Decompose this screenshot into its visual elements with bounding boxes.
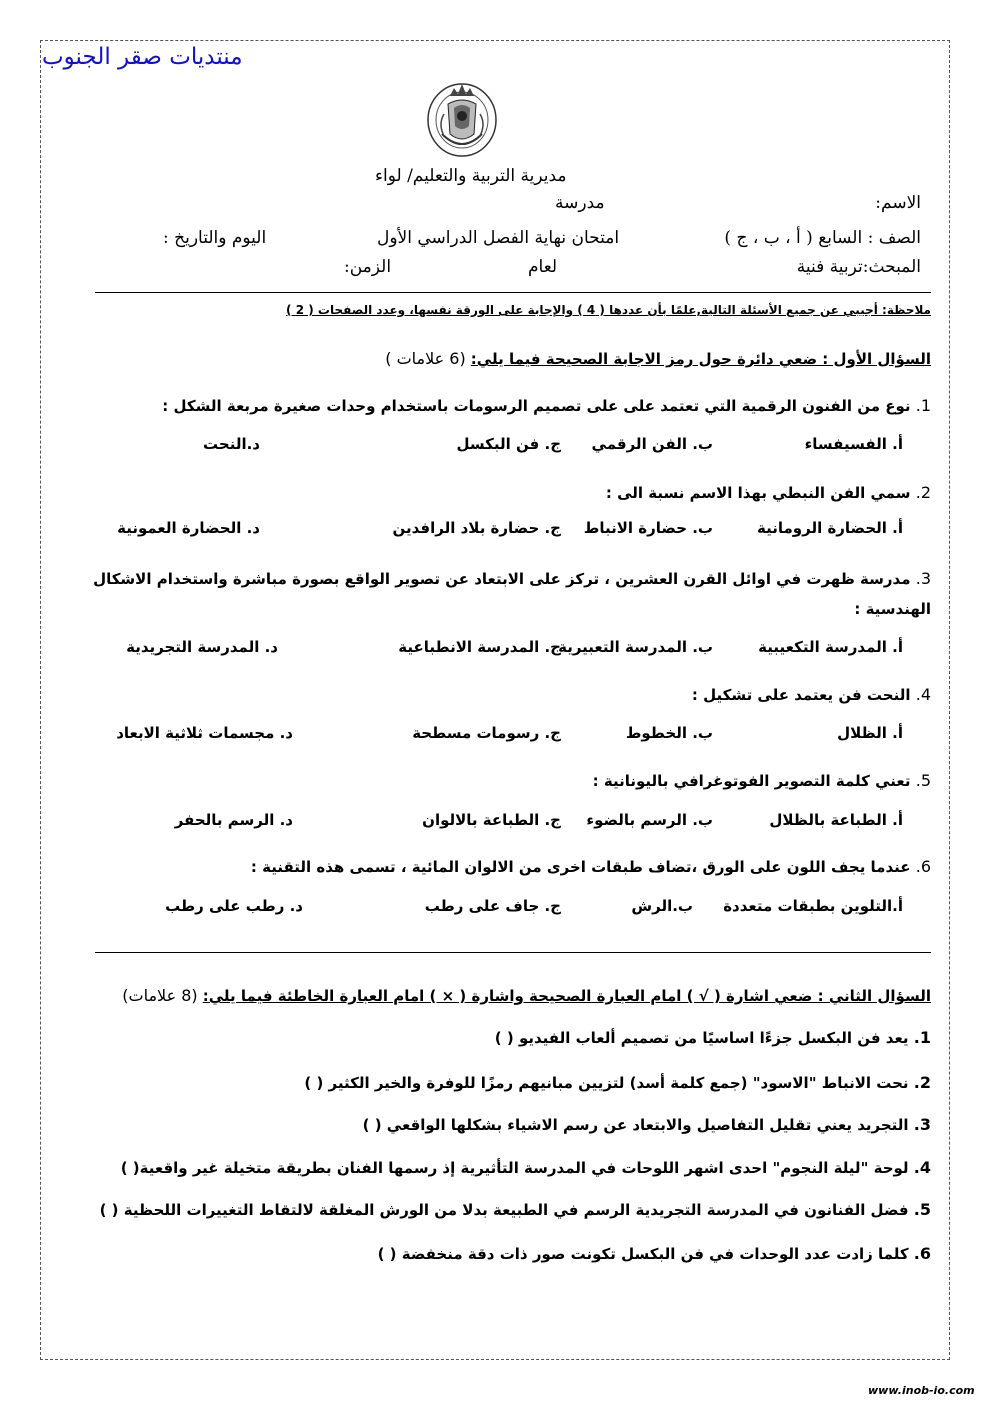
note-text: أجيبي عن جميع الأسئلة التالية,علمًا بأن عددها — [604, 303, 883, 317]
directorate-label: مديرية التربية والتعليم/ لواء — [375, 166, 567, 186]
exam-title: امتحان نهاية الفصل الدراسي الأول — [377, 228, 620, 248]
day-date-label: اليوم والتاريخ : — [163, 228, 267, 248]
note-pages: ( 2 ) — [286, 303, 314, 317]
option[interactable]: د. رطب على رطب — [165, 897, 303, 915]
section-divider — [95, 952, 931, 953]
option[interactable]: ج. حضارة بلاد الرافدين — [392, 519, 561, 537]
true-false-item[interactable]: 1. يعد فن البكسل جزءًا اساسيًا من تصميم ألعاب الفيديو ( ) — [494, 1028, 931, 1047]
option[interactable]: ج. المدرسة الانطباعية — [398, 638, 561, 656]
true-false-item[interactable]: 2. نحت الانباط "الاسود" (جمع كلمة أسد) لتزيين مبانيهم رمزًا للوفرة والخير الكثير ( ) — [304, 1073, 931, 1092]
true-false-item[interactable]: 5. فضل الفنانون في المدرسة التجريدية الرسم في الطبيعة بدلا من الورش المغلقة لالتقاط التغييرات اللحظية ( ) — [99, 1200, 931, 1219]
true-false-item[interactable]: 4. لوحة "ليلة النجوم" احدى اشهر اللوحات في المدرسة التأثيرية إذ رسمها الفنان بطريقة متخيلة غير واقعية( ) — [120, 1158, 931, 1177]
note-count: ( 4 ) — [577, 303, 605, 317]
option[interactable]: ب.الرش — [631, 897, 693, 915]
option[interactable]: أ. الفسيفساء — [804, 435, 903, 453]
option[interactable]: أ. المدرسة التكعيبية — [758, 638, 903, 656]
instructions-note — [286, 303, 931, 317]
option[interactable]: د. الحضارة العمونية — [117, 519, 260, 537]
question: 2. سمي الفن النبطي بهذا الاسم نسبة الى : — [605, 483, 931, 502]
true-false-item[interactable]: 6. كلما زادت عدد الوحدات في فن البكسل تكونت صور ذات دقة منخفضة ( ) — [377, 1244, 931, 1263]
site-title: منتديات صقر الجنوب — [42, 44, 243, 70]
class-label: الصف : السابع ( أ ، ب ، ج ) — [724, 228, 921, 248]
note-label: ملاحظة: — [882, 303, 931, 317]
question: 6. عندما يجف اللون على الورق ،تضاف طبقات اخرى من الالوان المائية ، تسمى هذه التقنية : — [250, 857, 931, 876]
option[interactable]: ج. فن البكسل — [456, 435, 561, 453]
option[interactable]: د. مجسمات ثلاثية الابعاد — [116, 724, 293, 742]
option[interactable]: د.النحت — [203, 435, 260, 453]
header-divider — [95, 292, 931, 293]
time-label: الزمن: — [344, 257, 392, 277]
note-text-2: والإجابة على الورقة نفسها، وعدد الصفحات — [313, 303, 578, 317]
question: 3. مدرسة ظهرت في اوائل القرن العشرين ، تركز على الابتعاد عن تصوير الواقع بصورة مباشرة واستخدام الاشكال الهندسية : — [93, 569, 931, 618]
option[interactable]: ج. الطباعة بالالوان — [422, 811, 561, 829]
option[interactable]: ج. رسومات مسطحة — [412, 724, 561, 742]
question: 1. نوع من الفنون الرقمية التي تعتمد على على تصميم الرسومات باستخدام وحدات صغيرة مربعة الشكل : — [162, 396, 931, 415]
option[interactable]: ج. جاف على رطب — [424, 897, 561, 915]
option[interactable]: ب. المدرسة التعبيرية — [558, 638, 713, 656]
section1-title: السؤال الأول : ضعي دائرة حول رمز الاجابة الصحيحة فيما يلي: (6 علامات ) — [385, 349, 931, 368]
option[interactable]: د. المدرسة التجريدية — [126, 638, 278, 656]
footer-url: www.inob-io.com — [868, 1384, 975, 1397]
question: 5. تعني كلمة التصوير الفوتوغرافي باليونانية : — [592, 771, 931, 790]
question: 4. النحت فن يعتمد على تشكيل : — [691, 685, 931, 704]
school-label: مدرسة — [555, 193, 605, 213]
option[interactable]: أ. الطباعة بالظلال — [769, 811, 903, 829]
section2-marks: (8 علامات) — [122, 986, 203, 1005]
option[interactable]: ب. الخطوط — [625, 724, 713, 742]
option[interactable]: ب. حضارة الانباط — [583, 519, 713, 537]
option[interactable]: أ. الحضارة الرومانية — [757, 519, 903, 537]
section1-marks: (6 علامات ) — [385, 349, 471, 368]
year-label: لعام — [528, 257, 558, 277]
subject-label: المبحث:تربية فنية — [796, 257, 921, 277]
ministry-crest-emblem — [424, 74, 500, 160]
option[interactable]: ب. الفن الرقمي — [591, 435, 713, 453]
option[interactable]: أ.التلوين بطبقات متعددة — [723, 897, 903, 915]
option[interactable]: د. الرسم بالحفر — [174, 811, 293, 829]
name-label: الاسم: — [875, 193, 921, 213]
option[interactable]: أ. الظلال — [837, 724, 903, 742]
option[interactable]: ب. الرسم بالضوء — [586, 811, 713, 829]
true-false-item[interactable]: 3. التجريد يعني تقليل التفاصيل والابتعاد عن رسم الاشياء بشكلها الواقعي ( ) — [362, 1115, 931, 1134]
section2-title: السؤال الثاني : ضعي اشارة ( √ ) امام العبارة الصحيحة واشارة ( × ) امام العبارة الخاطئة فيما يلي: (8 علامات) — [122, 986, 931, 1005]
